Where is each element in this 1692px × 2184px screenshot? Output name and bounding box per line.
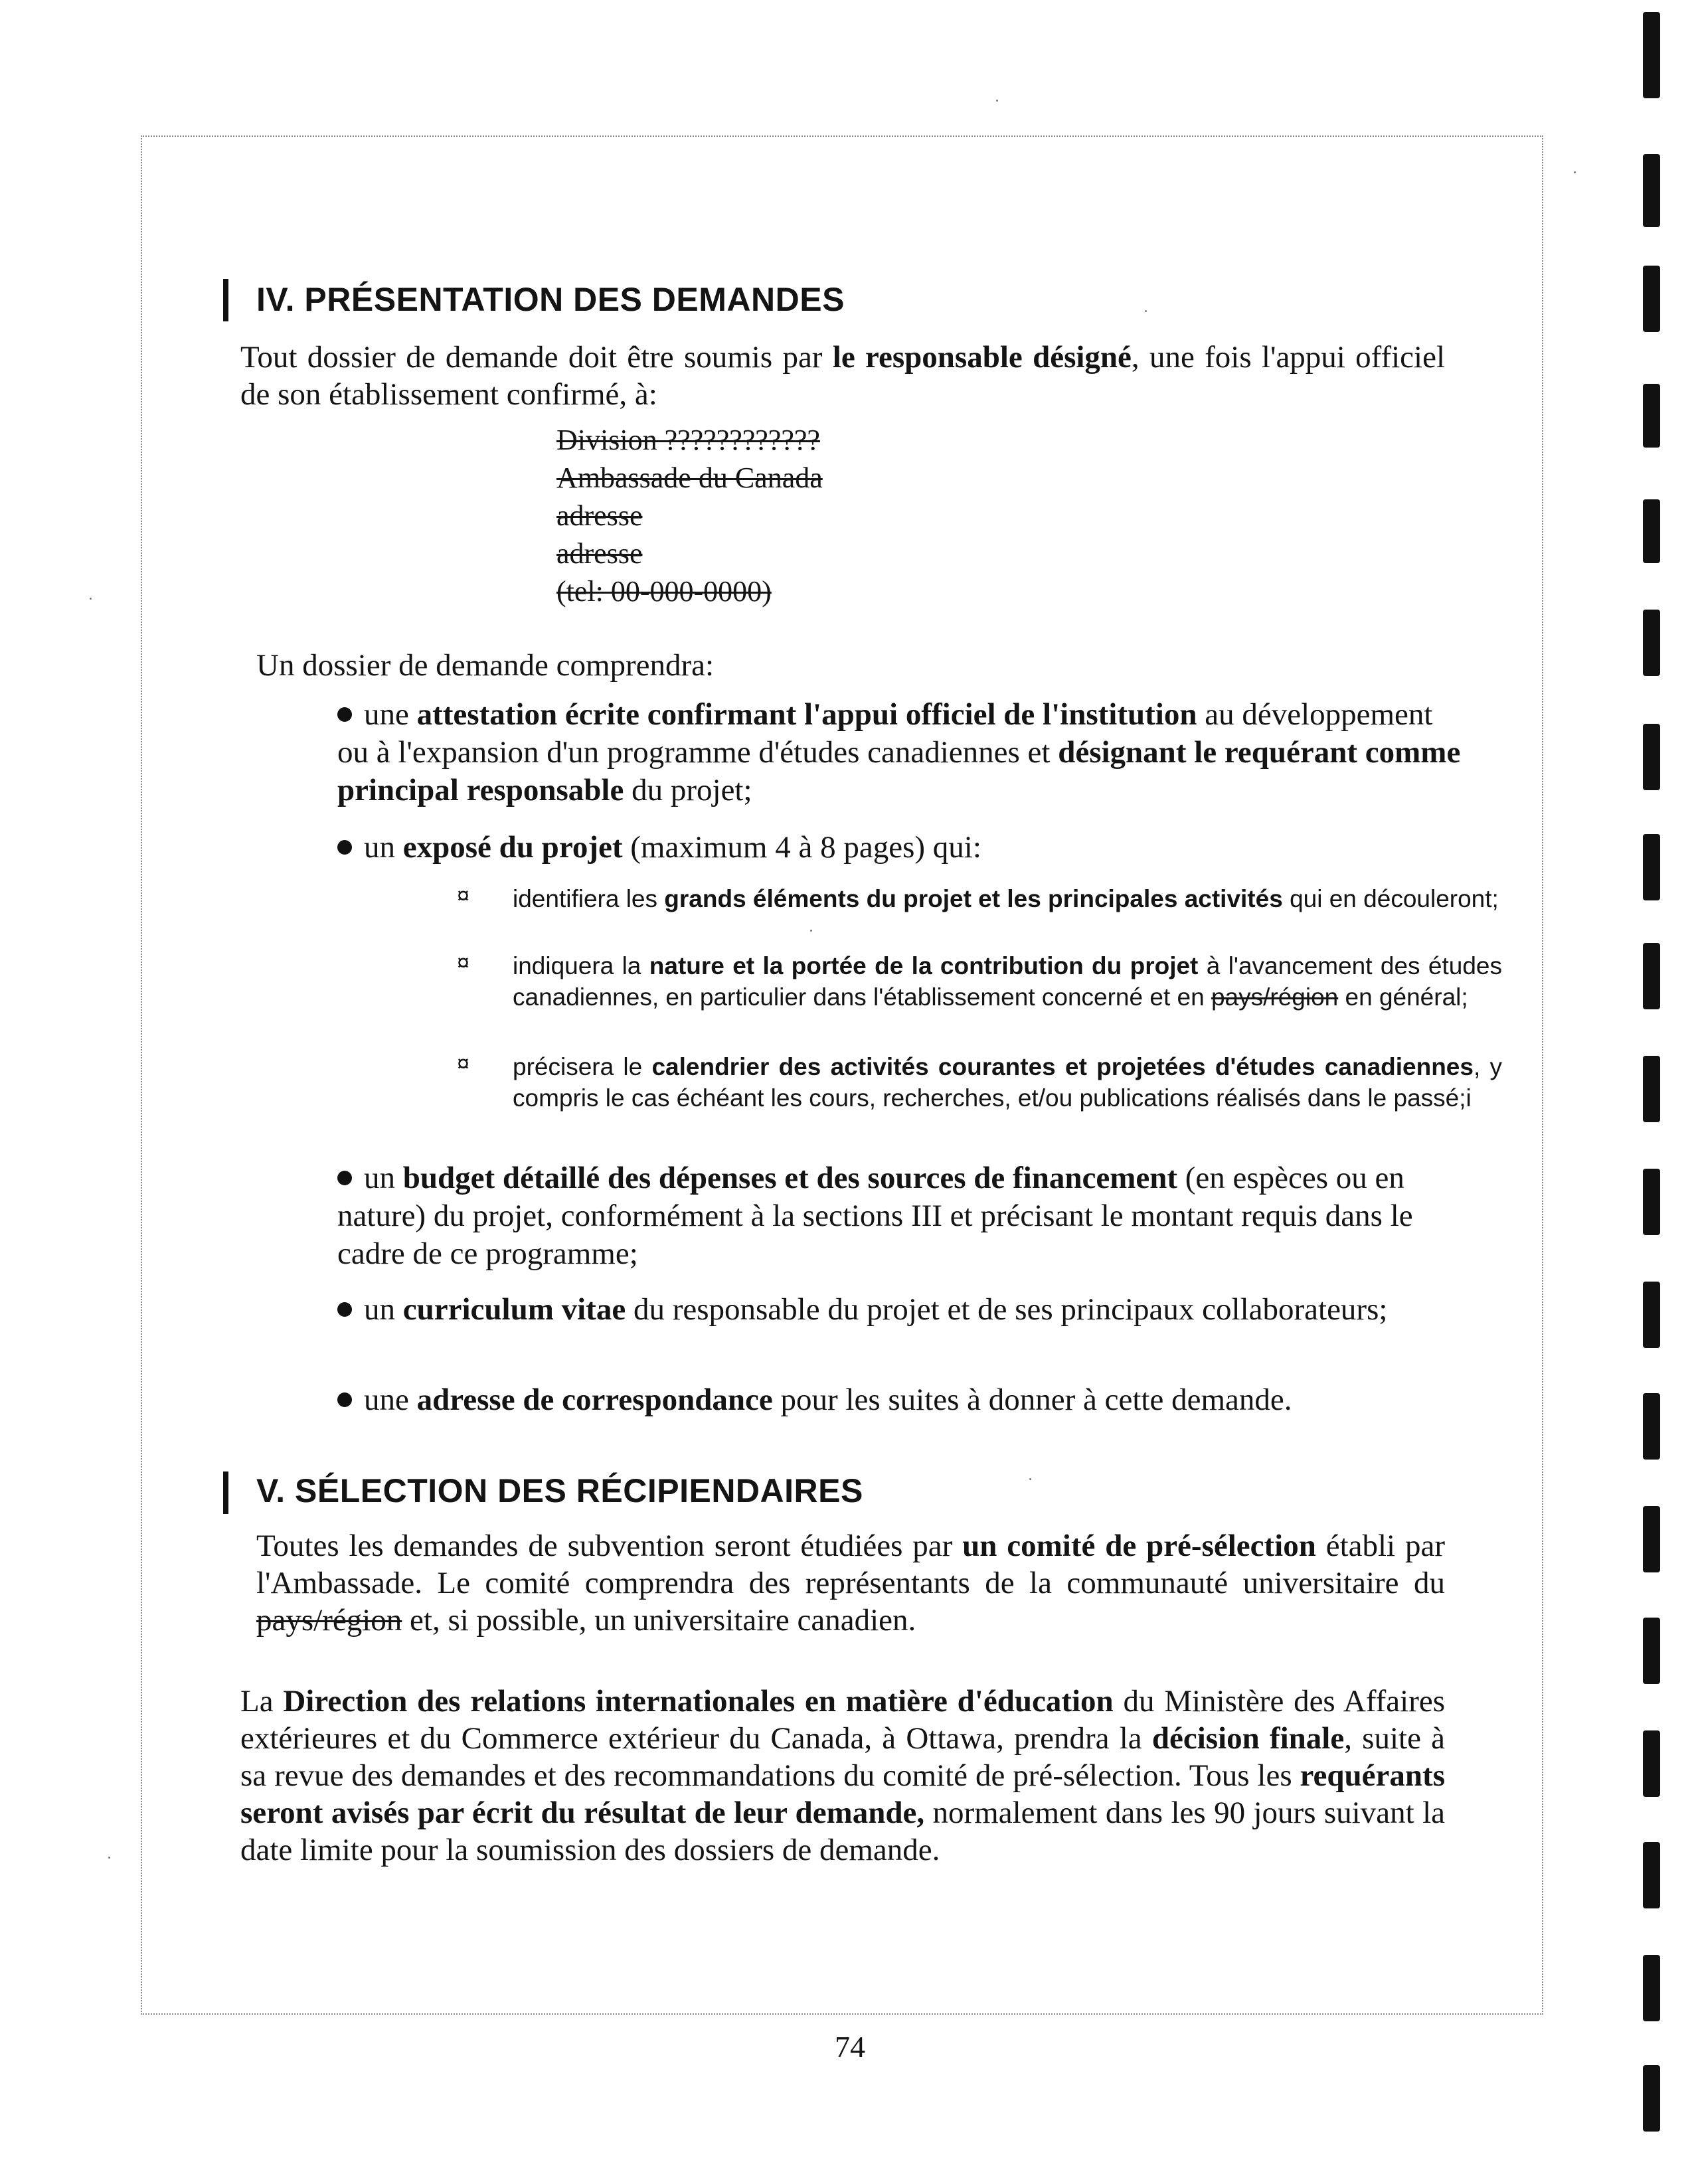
para-text: , suite à sa revue des demandes et des recommandations du comité de pré-sélection. Tous les [240,1721,1445,1793]
para-text: La [240,1684,284,1719]
binding-mark [1643,1169,1660,1235]
binding-mark [1643,154,1660,227]
para-bold: décision finale [1151,1721,1345,1756]
binding-mark [1643,12,1660,98]
address-block [556,421,823,610]
sub-text: , y compris le cas échéant les cours, recherches, et/ou publications réalisés dans le passé;i [513,1053,1502,1112]
bullet-bold: désignant le requérant comme principal responsable [337,735,1461,807]
sub-text: précisera le [513,1053,652,1080]
bullet-icon [337,840,352,855]
section-iv-intro [240,339,1445,413]
sub-bullet-icon: ¤ [457,1051,469,1076]
bullet-bold: attestation écrite confirmant l'appui officiel de l'institution [416,697,1197,732]
list-item [337,696,1466,809]
bullet-text: au développement ou à l'expansion d'un programme d'études canadiennes et [337,697,1433,770]
bullet-text: pour les suites à donner à cette demande. [772,1383,1292,1417]
sub-bullet-icon: ¤ [457,883,469,908]
address-line: adresse [556,499,643,532]
list-item [337,1381,1466,1419]
para-text: Toutes les demandes de subvention seront étudiées par [256,1529,963,1563]
binding-mark [1643,1955,1660,2021]
section-v-heading: V. SÉLECTION DES RÉCIPIENDAIRES [256,1472,863,1509]
address-line: Ambassade du Canada [556,462,823,494]
bullet-text: une [364,697,417,732]
binding-mark [1643,1730,1660,1797]
section-v-para-2 [240,1683,1445,1869]
bullet-text: (en espèces ou en nature) du projet, conformément à la sections III et précisant le montant requis dans le cadre de ce programme; [337,1161,1413,1271]
address-line: (tel: 00-000-0000) [556,575,772,608]
sub-item-body [513,950,1502,1013]
scan-speck [996,100,998,102]
bullet-text: un [364,1292,403,1327]
intro-text: , une fois l'appui officiel de son établissement confirmé, à: [240,340,1446,412]
bullet-text: un [364,1161,403,1195]
page-number: 74 [835,2030,865,2064]
bullet-bold: exposé du projet [402,830,623,865]
sub-bold: calendrier des activités courantes et projetées d'études canadiennes [651,1053,1474,1080]
sub-bold: grands éléments du projet et les principales activités [664,885,1283,912]
address-line: Division ???????????? [556,424,820,456]
section-iv-bar [223,279,228,321]
para-text: du Ministère des Affaires extérieures et du Commerce extérieur du Canada, à Ottawa, prendra la [240,1684,1445,1756]
sub-strike: pays/région [1211,983,1339,1011]
binding-mark [1643,1056,1660,1122]
binding-mark [1643,1618,1660,1684]
list-item [337,1159,1466,1273]
sub-item-body [513,1051,1502,1114]
intro-text: Tout dossier de demande doit être soumis par [240,340,833,375]
binding-mark [1643,266,1660,332]
intro-bold: le responsable désigné [832,340,1132,375]
sub-text: indiquera la [513,952,649,979]
sub-bullet-icon: ¤ [457,950,469,975]
bullet-text: un [364,830,403,865]
binding-mark [1643,384,1660,448]
bullet-bold: curriculum vitae [402,1292,626,1327]
dossier-intro: Un dossier de demande comprendra: [256,648,715,683]
binding-mark [1643,499,1660,563]
sub-text: en général; [1338,983,1468,1011]
bullet-icon [337,1392,352,1407]
sub-text: identifiera les [513,885,665,912]
list-item [337,1291,1466,1329]
section-v-bar [223,1471,228,1514]
bullet-text: une [364,1383,417,1417]
bullet-icon [337,707,352,722]
bullet-text: du projet; [624,773,752,807]
bullet-icon [337,1171,352,1185]
binding-mark [1643,1842,1660,1908]
binding-mark [1643,2065,1660,2132]
sub-bold: nature et la portée de la contribution du projet [649,952,1199,979]
list-item [337,829,1466,867]
section-iv-heading: IV. PRÉSENTATION DES DEMANDES [256,281,845,318]
sub-text: qui en découleront; [1282,885,1499,912]
para-text: et, si possible, un universitaire canadien. [402,1603,916,1638]
section-v-para-1 [256,1527,1445,1639]
para-strike: pays/région [256,1603,402,1638]
para-text: normalement dans les 90 jours suivant la date limite pour la soumission des dossiers de demande. [240,1796,1445,1867]
scan-speck [1574,171,1576,173]
scan-speck [90,598,92,600]
para-bold: requérants seront avisés par écrit du résultat de leur demande, [240,1758,1445,1830]
binding-mark [1643,943,1660,1009]
para-bold: un comité de pré-sélection [962,1529,1316,1563]
address-line: adresse [556,537,643,570]
bullet-bold: adresse de correspondance [416,1383,773,1417]
binding-mark [1643,610,1660,676]
binding-mark [1643,724,1660,790]
bullet-bold: budget détaillé des dépenses et des sources de financement [402,1161,1178,1195]
bullet-text: (maximum 4 à 8 pages) qui: [622,830,981,865]
bullet-icon [337,1302,352,1317]
para-bold: Direction des relations internationales en matière d'éducation [283,1684,1114,1719]
sub-text: à l'avancement des études canadiennes, en particulier dans l'établissement concerné et en [513,952,1503,1011]
binding-mark [1643,1506,1660,1572]
binding-mark [1643,834,1660,900]
sub-item-body [513,883,1502,914]
binding-mark [1643,1282,1660,1348]
bullet-text: du responsable du projet et de ses principaux collaborateurs; [626,1292,1388,1327]
binding-mark [1643,1393,1660,1460]
para-text: établi par l'Ambassade. Le comité comprendra des représentants de la communauté universitaire du [256,1529,1445,1600]
scan-speck [108,1857,110,1859]
